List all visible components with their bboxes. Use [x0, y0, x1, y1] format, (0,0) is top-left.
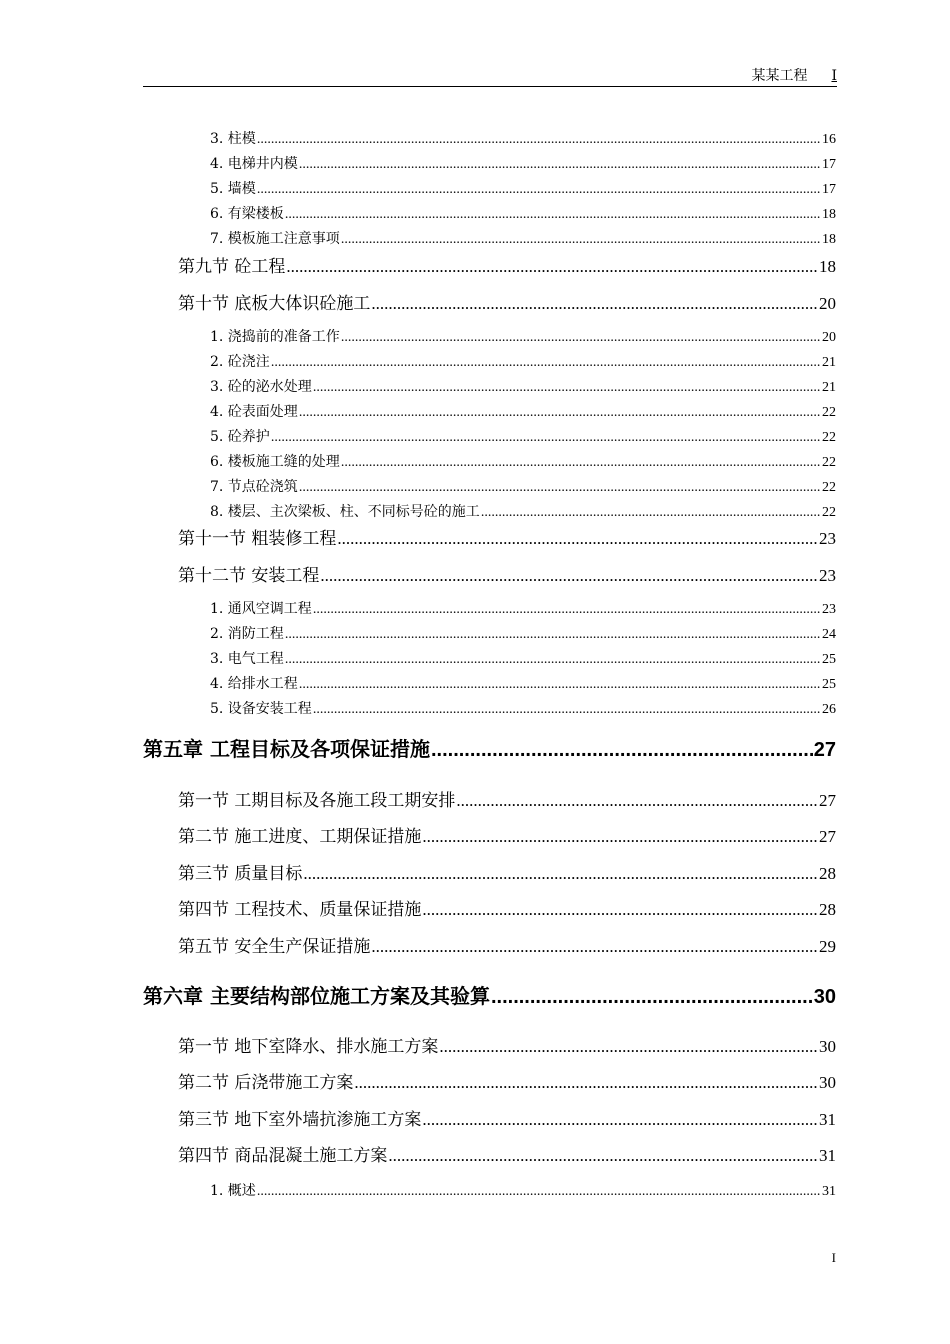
toc-dot-leader — [285, 652, 821, 668]
toc-entry-title: 7. 节点砼浇筑 — [210, 479, 298, 495]
toc-entry-title: 第十节 底板大体识砼施工 — [178, 294, 371, 314]
toc-entry-page: 30 — [819, 1073, 836, 1092]
toc-dot-leader — [337, 529, 818, 549]
toc-entry-title: 第十二节 安装工程 — [178, 566, 320, 586]
toc-dot-leader — [303, 864, 818, 884]
toc-entry-page: 30 — [813, 986, 836, 1008]
toc-entry-page: 23 — [819, 566, 836, 585]
toc-entry[interactable] — [210, 426, 836, 446]
toc-entry-title: 8. 楼层、主次梁板、柱、不同标号砼的施工 — [210, 504, 480, 520]
toc-entry[interactable] — [210, 501, 836, 521]
toc-entry-page: 31 — [822, 1184, 836, 1199]
toc-entry[interactable] — [178, 932, 836, 957]
toc-entry-title: 2. 砼浇注 — [210, 354, 270, 370]
toc-entry-title: 1. 通风空调工程 — [210, 601, 312, 617]
toc-dot-leader — [299, 480, 821, 496]
toc-entry-page: 18 — [822, 232, 836, 247]
toc-dot-leader — [271, 430, 821, 446]
toc-entry-page: 28 — [819, 864, 836, 883]
toc-dot-leader — [313, 602, 821, 618]
toc-entry[interactable] — [210, 598, 836, 618]
toc-entry-page: 27 — [813, 739, 836, 761]
toc-entry-title: 4. 给排水工程 — [210, 676, 298, 692]
toc-dot-leader — [286, 257, 818, 277]
toc-entry-page: 31 — [819, 1146, 836, 1165]
toc-entry-page: 27 — [819, 791, 836, 810]
toc-dot-leader — [422, 900, 818, 920]
toc-dot-leader — [285, 207, 821, 223]
toc-entry[interactable] — [178, 859, 836, 884]
toc-entry-title: 第十一节 粗装修工程 — [178, 529, 337, 549]
toc-entry-title: 5. 墙模 — [210, 181, 256, 197]
toc-entry-title: 第五节 安全生产保证措施 — [178, 937, 371, 957]
toc-entry[interactable] — [210, 1180, 836, 1200]
toc-entry-title: 第五章 工程目标及各项保证措施 — [143, 737, 430, 761]
toc-entry[interactable] — [210, 451, 836, 471]
toc-entry-page: 17 — [822, 182, 836, 197]
toc-entry-page: 18 — [819, 257, 836, 276]
toc-entry-page: 21 — [822, 380, 836, 395]
toc-entry-page: 26 — [822, 702, 836, 717]
toc-dot-leader — [422, 827, 818, 847]
toc-entry[interactable] — [178, 1068, 836, 1093]
toc-entry-title: 4. 砼表面处理 — [210, 404, 298, 420]
toc-entry[interactable] — [210, 351, 836, 371]
toc-entry-title: 第三节 地下室外墙抗渗施工方案 — [178, 1110, 422, 1130]
toc-entry-page: 22 — [822, 480, 836, 495]
toc-entry-title: 第四节 商品混凝土施工方案 — [178, 1146, 388, 1166]
toc-entry-page: 28 — [819, 900, 836, 919]
toc-entry[interactable] — [210, 376, 836, 396]
toc-entry-title: 3. 砼的泌水处理 — [210, 379, 312, 395]
toc-entry-page: 24 — [822, 627, 836, 642]
toc-entry[interactable] — [178, 1032, 836, 1057]
toc-entry-page: 22 — [822, 405, 836, 420]
toc-entry-title: 6. 楼板施工缝的处理 — [210, 454, 340, 470]
toc-entry-title: 第二节 后浇带施工方案 — [178, 1073, 354, 1093]
toc-entry-page: 25 — [822, 652, 836, 667]
toc-dot-leader — [439, 1037, 818, 1057]
toc-dot-leader — [313, 702, 821, 718]
page-header — [143, 66, 837, 87]
toc-entry[interactable] — [210, 203, 836, 223]
toc-entry-title: 5. 设备安装工程 — [210, 701, 312, 717]
toc-entry-page: 16 — [822, 132, 836, 147]
toc-entry-page: 29 — [819, 937, 836, 956]
toc-entry-title: 第四节 工程技术、质量保证措施 — [178, 900, 422, 920]
toc-entry-title: 第一节 地下室降水、排水施工方案 — [178, 1037, 439, 1057]
toc-entry[interactable] — [143, 980, 836, 1009]
toc-entry[interactable] — [210, 228, 836, 248]
toc-entry-title: 1. 浇捣前的准备工作 — [210, 329, 340, 345]
toc-entry-title: 6. 有梁楼板 — [210, 206, 284, 222]
toc-entry-page: 17 — [822, 157, 836, 172]
toc-dot-leader — [257, 1184, 821, 1200]
toc-entry[interactable] — [143, 733, 836, 762]
toc-entry[interactable] — [210, 326, 836, 346]
toc-dot-leader — [341, 455, 821, 471]
toc-entry-page: 22 — [822, 505, 836, 520]
toc-entry-page: 31 — [819, 1110, 836, 1129]
toc-entry[interactable] — [178, 252, 836, 277]
toc-entry-title: 3. 柱模 — [210, 131, 256, 147]
toc-entry-page: 22 — [822, 455, 836, 470]
toc-dot-leader — [456, 791, 818, 811]
toc-dot-leader — [431, 739, 813, 762]
toc-entry[interactable] — [210, 401, 836, 421]
toc-entry-title: 1. 概述 — [210, 1183, 256, 1199]
toc-entry[interactable] — [210, 673, 836, 693]
toc-entry[interactable] — [210, 623, 836, 643]
toc-entry-page: 27 — [819, 827, 836, 846]
toc-dot-leader — [371, 294, 818, 314]
toc-entry-title: 第九节 砼工程 — [178, 257, 286, 277]
toc-entry-title: 第一节 工期目标及各施工段工期安排 — [178, 791, 456, 811]
toc-entry-page: 18 — [822, 207, 836, 222]
toc-entry-page: 20 — [819, 294, 836, 313]
header-page-number: I — [831, 68, 837, 84]
header-title: 某某工程 — [751, 68, 808, 84]
toc-entry[interactable] — [178, 561, 836, 586]
toc-dot-leader — [299, 677, 821, 693]
toc-entry-title: 第二节 施工进度、工期保证措施 — [178, 827, 422, 847]
footer-page-number: I — [831, 1250, 836, 1265]
toc-entry[interactable] — [210, 153, 836, 173]
toc-entry[interactable] — [178, 524, 836, 549]
toc-dot-leader — [257, 132, 821, 148]
toc-entry-title: 4. 电梯井内模 — [210, 156, 298, 172]
toc-entry[interactable] — [178, 1105, 836, 1130]
toc-dot-leader — [422, 1110, 818, 1130]
toc-dot-leader — [388, 1146, 818, 1166]
toc-entry[interactable] — [178, 822, 836, 847]
toc-entry[interactable] — [210, 476, 836, 496]
toc-dot-leader — [299, 157, 821, 173]
toc-entry-page: 23 — [822, 602, 836, 617]
toc-entry[interactable] — [178, 786, 836, 811]
toc-dot-leader — [285, 627, 821, 643]
toc-entry[interactable] — [210, 128, 836, 148]
toc-entry-title: 7. 模板施工注意事项 — [210, 231, 340, 247]
toc-dot-leader — [354, 1073, 818, 1093]
toc-entry-title: 5. 砼养护 — [210, 429, 270, 445]
toc-entry-page: 25 — [822, 677, 836, 692]
toc-entry-page: 22 — [822, 430, 836, 445]
toc-dot-leader — [320, 566, 818, 586]
toc-entry[interactable] — [178, 289, 836, 314]
toc-entry[interactable] — [210, 178, 836, 198]
toc-entry-title: 第三节 质量目标 — [178, 864, 303, 884]
toc-entry-page: 21 — [822, 355, 836, 370]
toc-dot-leader — [481, 505, 821, 521]
toc-dot-leader — [341, 232, 821, 248]
toc-dot-leader — [271, 355, 821, 371]
toc-entry[interactable] — [178, 1141, 836, 1166]
toc-dot-leader — [341, 330, 821, 346]
toc-dot-leader — [313, 380, 821, 396]
toc-entry-page: 20 — [822, 330, 836, 345]
toc-entry[interactable] — [210, 648, 836, 668]
toc-entry[interactable] — [178, 895, 836, 920]
toc-dot-leader — [299, 405, 821, 421]
toc-dot-leader — [491, 986, 813, 1009]
toc-entry-page: 30 — [819, 1037, 836, 1056]
toc-entry-title: 第六章 主要结构部位施工方案及其验算 — [143, 984, 490, 1008]
toc-entry-page: 23 — [819, 529, 836, 548]
toc-entry[interactable] — [210, 698, 836, 718]
toc-dot-leader — [371, 937, 818, 957]
toc-dot-leader — [257, 182, 821, 198]
toc-entry-title: 2. 消防工程 — [210, 626, 284, 642]
toc-entry-title: 3. 电气工程 — [210, 651, 284, 667]
